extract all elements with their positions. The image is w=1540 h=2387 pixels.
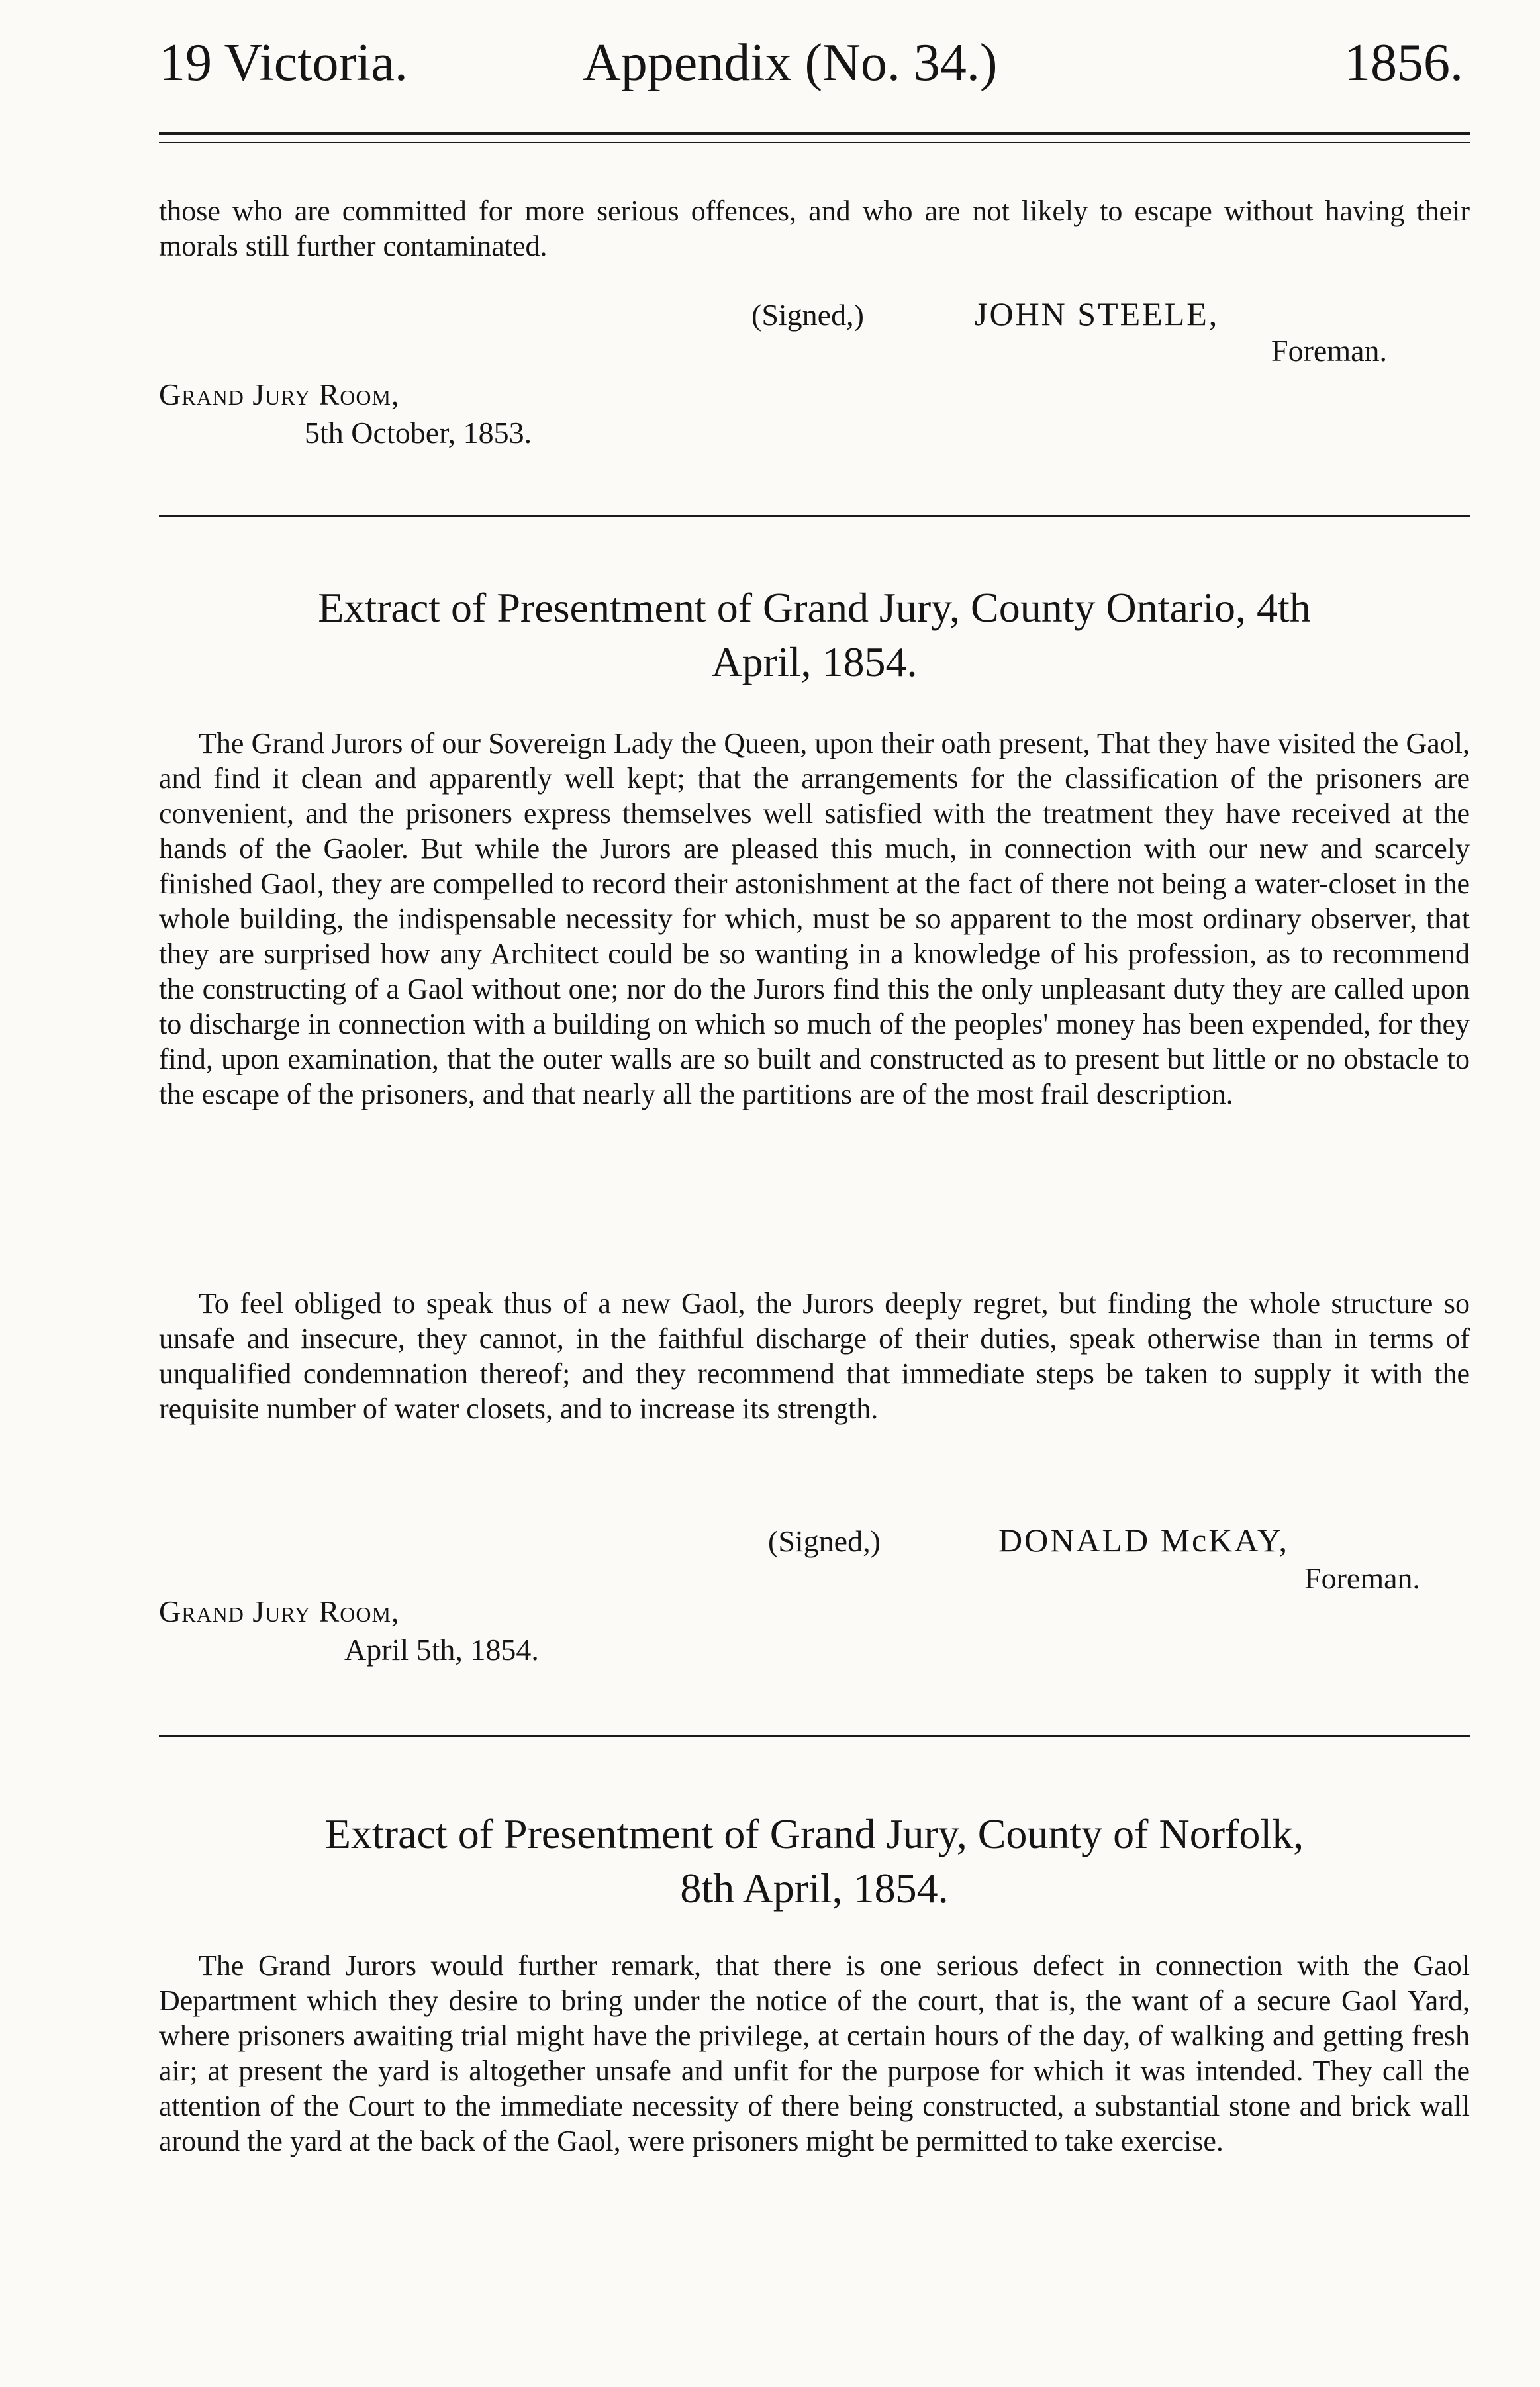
section-divider — [159, 1735, 1470, 1737]
signature-place: Grand Jury Room, — [159, 1594, 400, 1628]
header-year: 1856. — [1344, 34, 1463, 92]
signer-name: JOHN STEELE, — [975, 295, 1220, 332]
presentment-paragraph: The Grand Jurors would further remark, that there is one serious defect in connection with the Gaol Department which they desire to bring under the notice of the court, that is, the want of a secure Gaol Yard, where prisoners awaiting trial might have the privilege, at certain hours of the day, of walking and getting fresh air; at present the yard is altogether unsafe and unfit for the purpose for which it was intended. They call the attention of the Court to the immediate necessity of there being constructed, a substantial stone and brick wall around the yard at the back of the Gaol, were prisoners might be permitted to take exercise. — [159, 1949, 1470, 2157]
signature-place: Grand Jury Room, — [159, 377, 400, 411]
header-double-rule — [159, 132, 1470, 143]
header-regnal-year: 19 Victoria. — [159, 34, 408, 92]
section-heading-line1: Extract of Presentment of Grand Jury, County of Norfolk, — [324, 1810, 1304, 1857]
section-heading-line2: 8th April, 1854. — [680, 1865, 949, 1912]
signature-date: 5th October, 1853. — [305, 416, 532, 450]
signature-date: April 5th, 1854. — [344, 1633, 539, 1667]
section-heading-line1: Extract of Presentment of Grand Jury, County Ontario, 4th — [318, 584, 1311, 631]
signed-label: (Signed,) — [751, 298, 864, 332]
presentment-paragraph: To feel obliged to speak thus of a new Gaol, the Jurors deeply regret, but finding the whole structure so unsafe and insecure, they cannot, in the faithful discharge of their duties, speak otherwise than in terms of unqualified condemnation thereof; and they recommend that immediate steps be taken to supply it with the requisite number of water closets, and to increase its strength. — [159, 1287, 1470, 1425]
signer-name: DONALD McKAY, — [998, 1522, 1290, 1559]
running-header — [159, 26, 1470, 99]
presentment-paragraph: The Grand Jurors of our Sovereign Lady the Queen, upon their oath present, That they have visited the Gaol, and find it clean and apparently well kept; that the arrangements for the classification of the prisoners are convenient, and the prisoners express themselves well satisfied with the treatment they have received at the hands of the Gaoler. But while the Jurors are pleased this much, in connection with our new and scarcely finished Gaol, they are compelled to record their astonishment at the fact of there not being a water-closet in the whole building, the indispensable necessity for which, must be so apparent to the most ordinary observer, that they are surprised how any Architect could be so wanting in a knowledge of his profession, as to recommend the constructing of a Gaol without one; nor do the Jurors find this the only unpleasant duty they are called upon to discharge in connection with a building on which so much of the peoples' money has been expended, for they find, upon examination, that the outer walls are so built and constructed as to present but little or no obstacle to the escape of the prisoners, and that nearly all the partitions are of the most frail description. — [159, 727, 1470, 1110]
signed-label: (Signed,) — [768, 1524, 881, 1558]
header-appendix-number: Appendix (No. 34.) — [583, 34, 998, 92]
signer-title: Foreman. — [1271, 334, 1388, 367]
section-divider — [159, 515, 1470, 517]
section-heading-line2: April, 1854. — [711, 638, 918, 685]
continuation-paragraph: those who are committed for more serious offences, and who are not likely to escape without having their morals still further contaminated. — [159, 195, 1470, 262]
signer-title: Foreman. — [1304, 1561, 1421, 1595]
